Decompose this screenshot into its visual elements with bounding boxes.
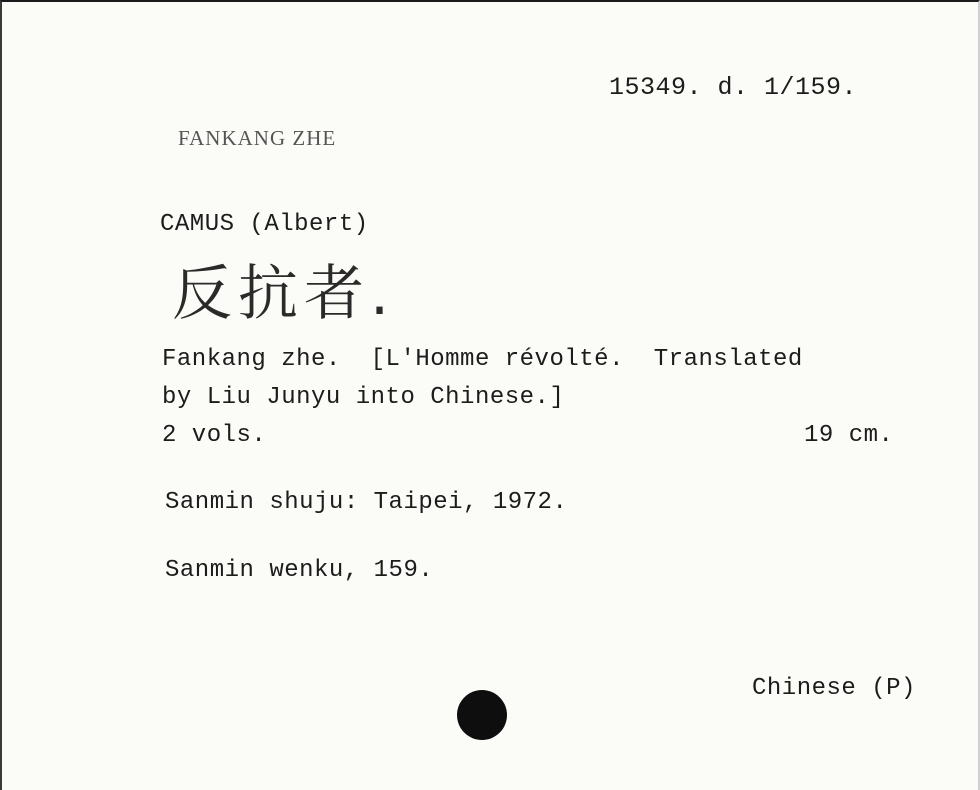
chinese-title: 反抗者.: [172, 259, 396, 329]
language: Chinese (P): [752, 675, 916, 702]
shelfmark: 15349. d. 1/159.: [609, 73, 858, 102]
series: Sanmin wenku, 159.: [165, 557, 434, 584]
punch-hole: [457, 690, 507, 740]
heading: FANKANG ZHE: [178, 126, 337, 150]
size: 19 cm.: [804, 422, 894, 449]
volumes: 2 vols.: [162, 422, 267, 449]
author: CAMUS (Albert): [160, 211, 369, 238]
title-line-2: by Liu Junyu into Chinese.]: [162, 384, 565, 411]
title-line-1: Fankang zhe. [L'Homme révolté. Translated: [162, 346, 803, 373]
imprint: Sanmin shuju: Taipei, 1972.: [165, 489, 568, 516]
